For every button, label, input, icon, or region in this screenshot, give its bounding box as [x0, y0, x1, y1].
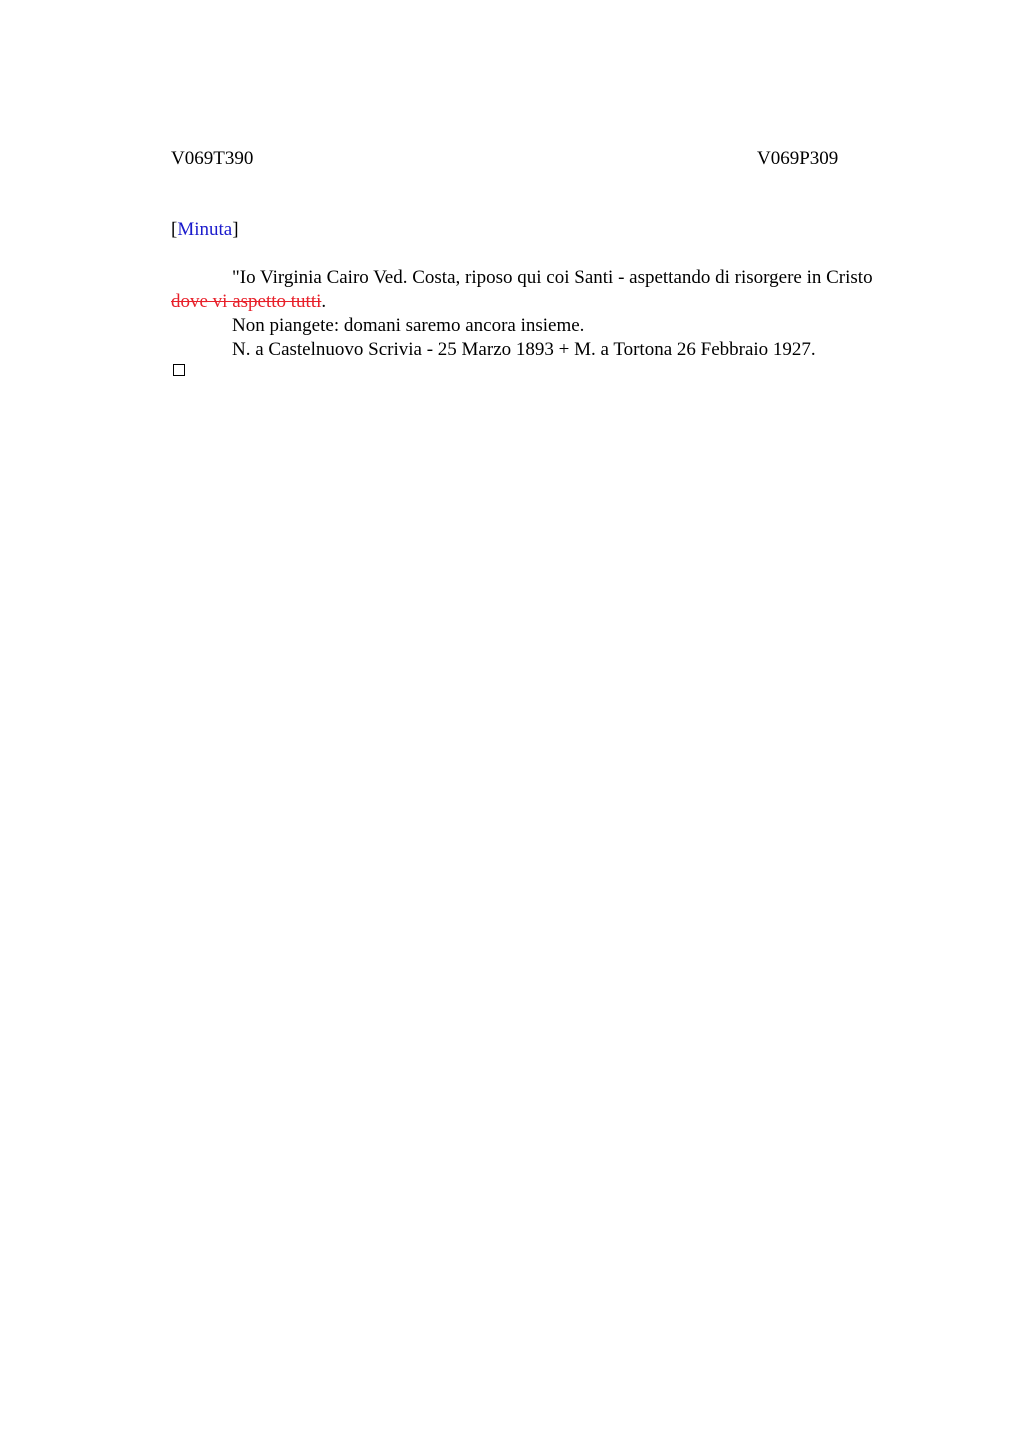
document-code-right: V069P309	[757, 148, 839, 169]
minuta-label: Minuta	[177, 219, 233, 240]
document-code-left: V069T390	[171, 148, 254, 169]
paragraph1-end: .	[321, 291, 327, 312]
epitaph-text	[171, 266, 883, 362]
square-outline-icon	[173, 364, 185, 376]
minuta-annotation	[171, 218, 239, 242]
paragraph-consolation: Non piangete: domani saremo ancora insieme.	[232, 315, 585, 336]
paragraph-epitaph	[171, 266, 883, 314]
close-bracket: ]	[232, 219, 239, 240]
open-bracket: [	[171, 219, 178, 240]
paragraph1-start: "Io Virginia Cairo Ved. Costa, riposo qui coi Santi - aspettando di risorgere in Cristo	[232, 267, 873, 288]
paragraph-dates: N. a Castelnuovo Scrivia - 25 Marzo 1893 + M. a Tortona 26 Febbraio 1927.	[232, 339, 816, 360]
struck-text: dove vi aspetto tutti	[171, 291, 322, 312]
